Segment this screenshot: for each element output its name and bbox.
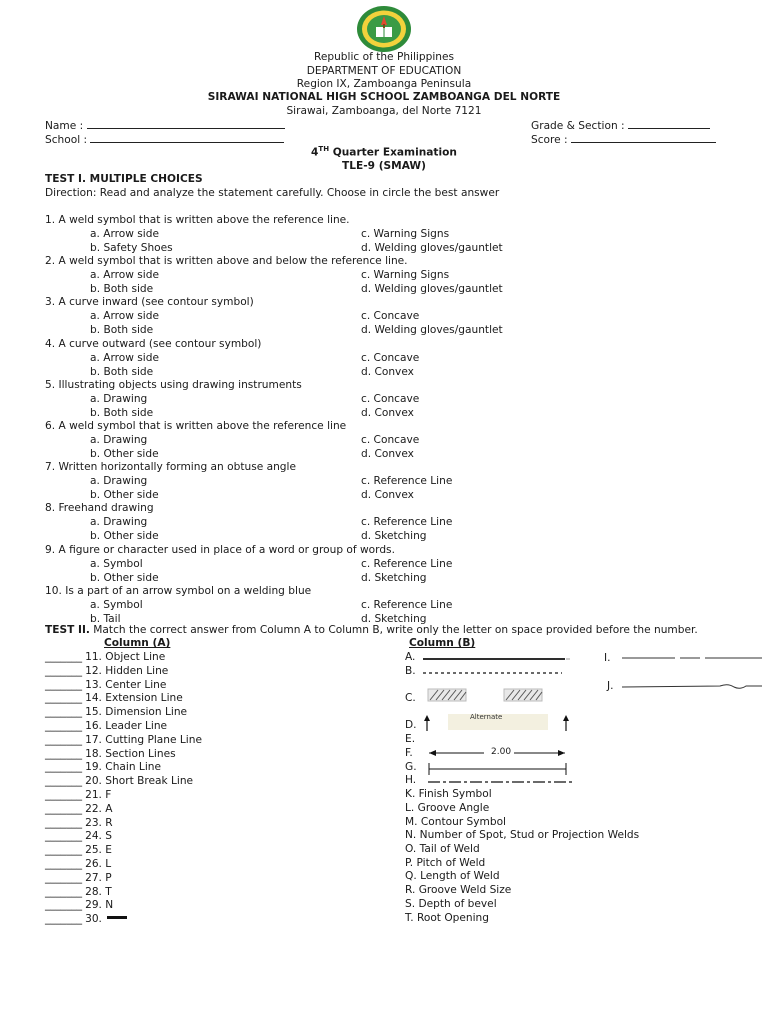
column-a-text: 26. L <box>85 858 112 870</box>
column-b-item: A. <box>405 651 416 663</box>
option-c[interactable]: c. Concave <box>361 392 420 405</box>
answer-blank[interactable]: _______ <box>45 706 83 719</box>
column-b-item: Q. Length of Weld <box>405 870 500 882</box>
option-d[interactable]: d. Welding gloves/gauntlet <box>361 283 503 296</box>
column-a-text: 25. E <box>85 844 112 857</box>
column-a-item[interactable] <box>45 899 113 911</box>
option-a[interactable]: a. Symbol <box>90 598 143 611</box>
option-b[interactable]: b. Other side <box>90 530 159 543</box>
column-a-text: 11. Object Line <box>85 651 166 663</box>
deped-seal-logo <box>356 5 412 53</box>
column-a-item[interactable] <box>45 803 113 815</box>
item-i-label: I. <box>604 652 611 664</box>
test1-heading: TEST I. MULTIPLE CHOICES <box>45 173 203 185</box>
option-c[interactable]: c. Warning Signs <box>361 228 450 240</box>
phantom-line-i <box>620 652 765 664</box>
republic-line: Republic of the Philippines <box>313 51 455 63</box>
column-b-item: K. Finish Symbol <box>405 788 492 800</box>
column-a-item[interactable] <box>45 651 165 663</box>
answer-blank[interactable]: _______ <box>45 651 83 663</box>
grade-blank[interactable] <box>628 119 710 129</box>
column-a-text: 24. S <box>85 830 113 843</box>
column-b-item: O. Tail of Weld <box>405 843 480 855</box>
column-a-item[interactable] <box>45 748 176 760</box>
column-a-text: 21. F <box>85 789 112 801</box>
column-a-item[interactable] <box>45 761 161 773</box>
column-a-text: 18. Section Lines <box>85 747 176 760</box>
column-a-item[interactable] <box>45 872 112 884</box>
answer-blank[interactable]: _______ <box>45 664 83 677</box>
department-line: DEPARTMENT OF EDUCATION <box>306 65 462 77</box>
option-b[interactable]: b. Other side <box>90 571 159 584</box>
option-d[interactable]: d. Convex <box>361 365 414 378</box>
option-a[interactable]: a. Drawing <box>90 475 148 488</box>
column-a-text: 30. <box>85 913 102 926</box>
column-a-text: 27. P <box>85 871 112 884</box>
column-b-item: B. <box>405 665 416 677</box>
column-b-item: N. Number of Spot, Stud or Projection Welds <box>405 829 640 841</box>
exam-title: 4TH Quarter Examination <box>311 145 457 159</box>
option-d[interactable]: d. Welding gloves/gauntlet <box>361 242 503 254</box>
column-b-item: T. Root Opening <box>405 912 489 924</box>
option-b[interactable]: b. Safety Shoes <box>90 242 173 254</box>
test1-direction: Direction: Read and analyze the statement carefully. Choose in circle the best answer <box>45 187 500 199</box>
column-a-text: 12. Hidden Line <box>85 664 169 677</box>
column-a-title: Column (A) <box>104 637 171 649</box>
option-d[interactable]: d. Sketching <box>361 612 427 625</box>
column-a-item[interactable] <box>45 734 202 746</box>
column-a-item[interactable] <box>45 789 111 801</box>
column-b-item: G. <box>405 761 417 773</box>
option-b[interactable]: b. Other side <box>90 489 159 502</box>
option-b[interactable]: b. Other side <box>90 448 159 460</box>
option-b[interactable]: b. Both side <box>90 365 154 378</box>
option-a[interactable]: a. Arrow side <box>90 351 159 364</box>
column-a-text: 22. A <box>85 802 113 815</box>
option-c[interactable]: c. Concave <box>361 351 420 364</box>
option-d[interactable]: d. Sketching <box>361 530 427 543</box>
answer-blank[interactable]: _______ <box>45 802 83 815</box>
option-c[interactable]: c. Concave <box>361 310 420 323</box>
question-1: 1. A weld symbol that is written above the reference line. <box>45 214 350 226</box>
grade-section-field[interactable] <box>531 119 710 132</box>
answer-blank[interactable]: _______ <box>45 720 83 732</box>
option-a[interactable]: a. Arrow side <box>90 310 159 323</box>
column-b-item: R. Groove Weld Size <box>405 884 512 896</box>
column-b-item: F. <box>405 747 413 759</box>
column-a-text: 14. Extension Line <box>85 692 183 705</box>
option-c[interactable]: c. Reference Line <box>361 557 453 570</box>
answer-blank[interactable]: _______ <box>45 678 83 691</box>
column-a-text: 20. Short Break Line <box>85 775 194 788</box>
column-b-item: H. <box>405 774 417 786</box>
column-a-text: 17. Cutting Plane Line <box>85 733 202 746</box>
thick-line-symbol <box>107 916 127 919</box>
column-a-text: 19. Chain Line <box>85 761 161 774</box>
option-d[interactable]: d. Sketching <box>361 571 427 584</box>
option-a[interactable]: a. Arrow side <box>90 228 159 240</box>
column-a-item[interactable] <box>45 706 187 718</box>
column-a-item[interactable] <box>45 720 167 732</box>
column-a-text: 16. Leader Line <box>85 720 168 732</box>
option-d[interactable]: d. Convex <box>361 448 414 460</box>
school-blank[interactable] <box>90 133 284 143</box>
option-c[interactable]: c. Concave <box>361 434 420 446</box>
option-d[interactable]: d. Convex <box>361 489 414 502</box>
answer-blank[interactable]: _______ <box>45 733 83 746</box>
break-line-j <box>620 680 765 692</box>
column-b-item: M. Contour Symbol <box>405 816 507 828</box>
column-a-text: 28. T <box>85 885 112 898</box>
question-2: 2. A weld symbol that is written above and below the reference line. <box>45 255 408 268</box>
column-a-text: 13. Center Line <box>85 678 167 691</box>
option-a[interactable]: a. Drawing <box>90 392 148 405</box>
option-a[interactable]: a. Symbol <box>90 557 143 570</box>
column-a-item[interactable] <box>45 913 102 925</box>
column-a-text: 23. R <box>85 816 113 829</box>
answer-blank[interactable]: _______ <box>45 816 83 829</box>
option-d[interactable]: d. Welding gloves/gauntlet <box>361 324 503 337</box>
column-a-item[interactable] <box>45 858 111 870</box>
question-10: 10. Is a part of an arrow symbol on a welding blue <box>45 584 312 597</box>
column-b-item: L. Groove Angle <box>405 802 490 814</box>
column-b-item: E. <box>405 733 416 745</box>
column-a-text: 29. N <box>85 899 114 912</box>
column-a-item[interactable] <box>45 692 183 704</box>
option-c[interactable]: c. Warning Signs <box>361 269 450 282</box>
column-b-item: S. Depth of bevel <box>405 898 497 910</box>
question-5: 5. Illustrating objects using drawing instruments <box>45 378 302 391</box>
option-b[interactable]: b. Both side <box>90 406 154 419</box>
answer-blank[interactable]: _______ <box>45 844 83 857</box>
option-b[interactable]: b. Both side <box>90 283 154 296</box>
answer-blank[interactable]: _______ <box>45 775 83 788</box>
school-address: Sirawai, Zamboanga, del Norte 7121 <box>286 105 482 117</box>
question-8: 8. Freehand drawing <box>45 502 154 515</box>
score-blank[interactable] <box>571 133 716 143</box>
dimension-value: 2.00 <box>491 747 512 757</box>
answer-blank[interactable]: _______ <box>45 913 83 926</box>
name-blank[interactable] <box>87 119 285 129</box>
question-4: 4. A curve outward (see contour symbol) <box>45 337 262 350</box>
option-a[interactable]: a. Drawing <box>90 434 148 446</box>
name-label: Name : <box>45 120 84 132</box>
school-label: School : <box>45 134 88 146</box>
answer-blank[interactable]: _______ <box>45 885 83 898</box>
column-a-item[interactable] <box>45 679 166 691</box>
score-label: Score : <box>531 134 568 146</box>
exam-subject: TLE-9 (SMAW) <box>342 160 426 172</box>
name-field[interactable] <box>45 119 285 132</box>
column-b-item: C. <box>405 692 416 704</box>
column-a-text: 15. Dimension Line <box>85 706 188 719</box>
column-a-item[interactable] <box>45 830 112 842</box>
option-c[interactable]: c. Reference Line <box>361 475 453 488</box>
option-b[interactable]: b. Tail <box>90 612 121 625</box>
question-9: 9. A figure or character used in place of a word or group of words. <box>45 543 395 556</box>
column-b-title: Column (B) <box>409 637 476 649</box>
option-b[interactable]: b. Both side <box>90 324 154 337</box>
option-a[interactable]: a. Drawing <box>90 516 148 529</box>
answer-blank[interactable]: _______ <box>45 871 83 884</box>
question-6: 6. A weld symbol that is written above the reference line <box>45 420 347 432</box>
column-b-item: D. <box>405 719 417 731</box>
grade-label: Grade & Section : <box>531 120 625 132</box>
option-c[interactable]: c. Reference Line <box>361 598 453 611</box>
option-a[interactable]: a. Arrow side <box>90 269 159 282</box>
column-a-item[interactable] <box>45 775 193 787</box>
answer-blank[interactable]: _______ <box>45 830 83 843</box>
answer-blank[interactable]: _______ <box>45 858 83 870</box>
answer-blank[interactable]: _______ <box>45 899 83 912</box>
region-line: Region IX, Zamboanga Peninsula <box>296 78 472 90</box>
answer-blank[interactable]: _______ <box>45 789 83 801</box>
question-3: 3. A curve inward (see contour symbol) <box>45 296 254 309</box>
question-7: 7. Written horizontally forming an obtuse angle <box>45 461 296 474</box>
option-d[interactable]: d. Convex <box>361 406 414 419</box>
column-a-item[interactable] <box>45 886 112 898</box>
column-a-item[interactable] <box>45 844 112 856</box>
answer-blank[interactable]: _______ <box>45 761 83 774</box>
answer-blank[interactable]: _______ <box>45 692 83 705</box>
column-a-item[interactable] <box>45 665 168 677</box>
column-b-item: P. Pitch of Weld <box>405 857 486 869</box>
answer-blank[interactable]: _______ <box>45 747 83 760</box>
item-j-label: J. <box>607 680 614 692</box>
column-a-item[interactable] <box>45 817 113 829</box>
option-c[interactable]: c. Reference Line <box>361 516 453 529</box>
school-name: SIRAWAI NATIONAL HIGH SCHOOL ZAMBOANGA DEL NORTE <box>207 91 561 103</box>
alternate-label: Alternate <box>470 713 503 721</box>
test2-instruction: TEST II. Match the correct answer from Column A to Column B, write only the letter on space provided before the number. <box>45 624 698 636</box>
